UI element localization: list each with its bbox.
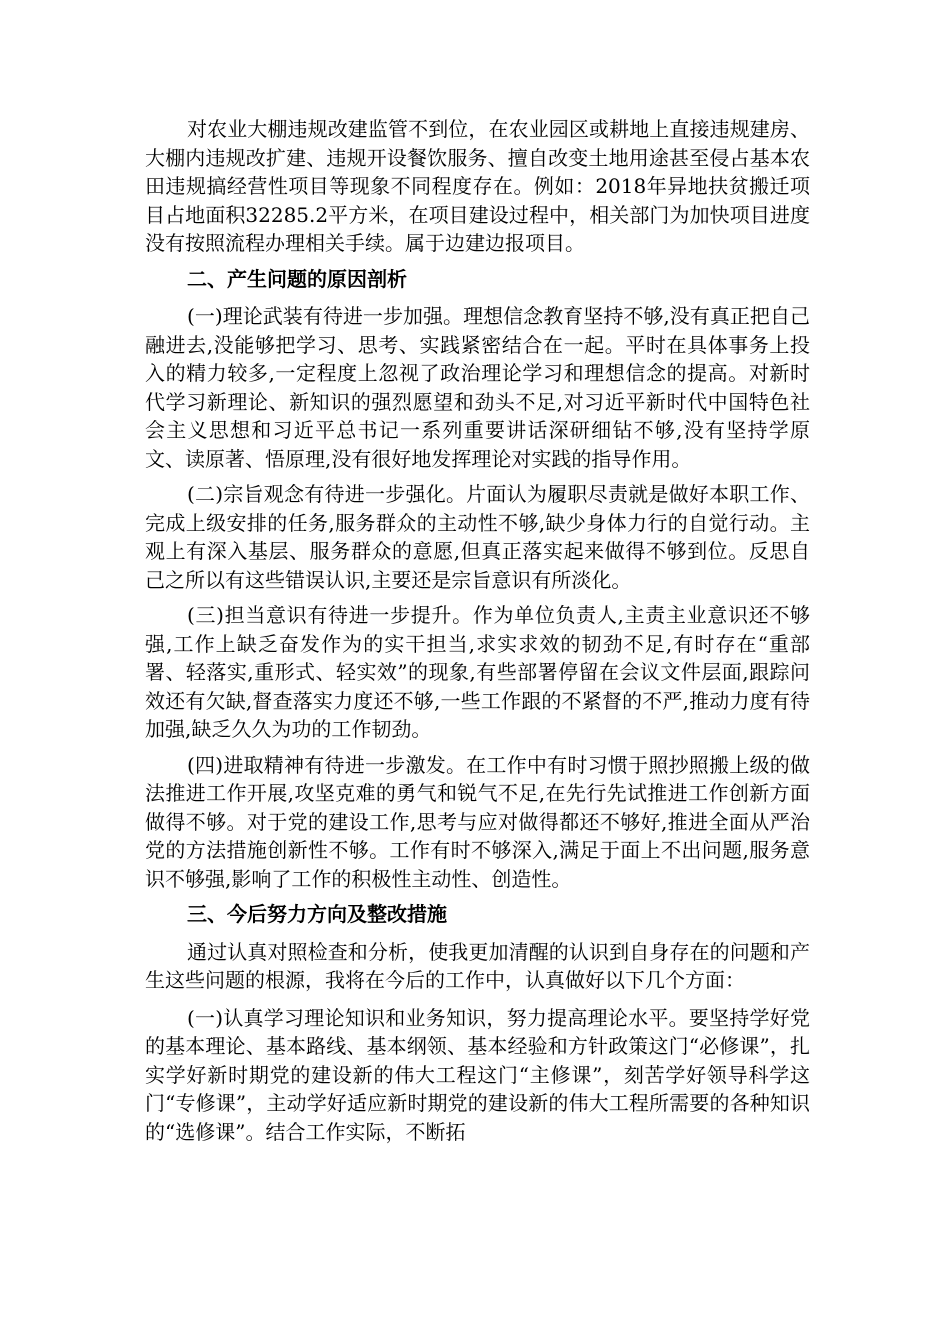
paragraph-introduction: 通过认真对照检查和分析，使我更加清醒的认识到自身存在的问题和产生这些问题的根源，我将在今后的工作中，认真做好以下几个方面： — [145, 939, 810, 992]
paragraph-theory: (一)理论武装有待进一步加强。理想信念教育坚持不够,没有真正把自己融进去,没能够把学习、思考、实践紧密结合在一起。平时在具体事务上投入的精力较多,一定程度上忽视了政治理论学习和理想信念的提高。对新时代学习新理论、新知识的强烈愿望和劲头不足,对习近平新时代中国特色社会主义思想和习近平总书记一系列重要讲话深研细钻不够,没有坚持学原文、读原著、悟原理,没有很好地发挥理论对实践的指导作用。 — [145, 304, 810, 471]
paragraph-farm-greenhouse: 对农业大棚违规改建监管不到位，在农业园区或耕地上直接违规建房、大棚内违规改扩建、违规开设餐饮服务、擅自改变土地用途甚至侵占基本农田违规搞经营性项目等现象不同程度存在。例如：2018年异地扶贫搬迁项目占地面积32285.2平方米，在项目建设过程中，相关部门为加快项目进度没有按照流程办理相关手续。属于边建边报项目。 — [145, 117, 810, 255]
section-heading-rectification: 三、今后努力方向及整改措施 — [187, 902, 447, 926]
paragraph-study-theory: (一)认真学习理论知识和业务知识，努力提高理论水平。要坚持学好党的基本理论、基本路线、基本纲领、基本经验和方针政策这门“必修课”，扎实学好新时期党的建设新的伟大工程这门“主修课”，刻苦学好领导科学这门“专修课”，主动学好适应新时期党的建设新的伟大工程所需要的各种知识的“选修课”。结合工作实际，不断拓 — [145, 1005, 810, 1144]
paragraph-enterprise: (四)进取精神有待进一步激发。在工作中有时习惯于照抄照搬上级的做法推进工作开展,攻坚克难的勇气和锐气不足,在先行先试推进工作创新方面做得不够。对于党的建设工作,思考与应对做得都还不够好,推进全面从严治党的方法措施创新性不够。工作有时不够深入,满足于面上不出问题,服务意识不够强,影响了工作的积极性主动性、创造性。 — [145, 752, 810, 891]
paragraph-responsibility: (三)担当意识有待进一步提升。作为单位负责人,主责主业意识还不够强,工作上缺乏奋发作为的实干担当,求实求效的韧劲不足,有时存在“重部署、轻落实,重形式、轻实效”的现象,有些部署停留在会议文件层面,跟踪问效还有欠缺,督查落实力度还不够,一些工作跟的不紧督的不严,推动力度有待加强,缺乏久久为功的工作韧劲。 — [145, 603, 810, 741]
document-page — [145, 115, 810, 1153]
section-heading-cause-analysis: 二、产生问题的原因剖析 — [187, 266, 407, 291]
paragraph-purpose: (二)宗旨观念有待进一步强化。片面认为履职尽责就是做好本职工作、完成上级安排的任务,服务群众的主动性不够,缺少身体力行的自觉行动。主观上有深入基层、服务群众的意愿,但真正落实起来做得不够到位。反思自己之所以有这些错误认识,主要还是宗旨意识有所淡化。 — [145, 482, 810, 592]
